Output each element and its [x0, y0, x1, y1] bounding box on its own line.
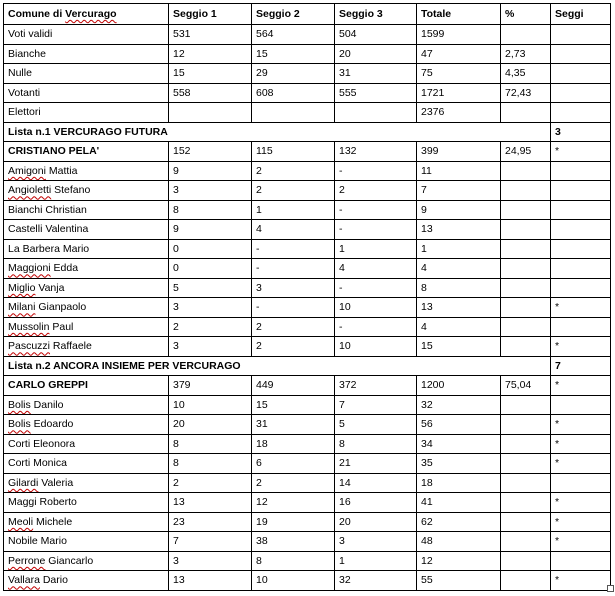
candidate-name-given: Valeria	[38, 476, 74, 489]
mayor-seggio1: 152	[169, 142, 252, 162]
header-percent: %	[501, 4, 551, 25]
candidate-name: Castelli Valentina	[4, 220, 169, 240]
candidate-totale: 8	[417, 278, 501, 298]
candidate-name: Corti Eleonora	[4, 434, 169, 454]
candidate-name	[4, 298, 169, 318]
summary-seggio3: 555	[335, 83, 417, 103]
candidate-totale: 48	[417, 532, 501, 552]
results-table	[3, 3, 611, 591]
candidate-seggio3: 8	[335, 434, 417, 454]
candidate-row	[4, 337, 611, 357]
candidate-seggio1: 8	[169, 200, 252, 220]
candidate-totale: 18	[417, 473, 501, 493]
summary-percent: 2,73	[501, 44, 551, 64]
candidate-seggio3: -	[335, 161, 417, 181]
candidate-seggio3: 4	[335, 259, 417, 279]
candidate-name-given: Danilo	[30, 398, 64, 411]
summary-label: Bianche	[4, 44, 169, 64]
candidate-name	[4, 278, 169, 298]
candidate-percent	[501, 532, 551, 552]
candidate-seggi	[551, 317, 611, 337]
candidate-seggio1: 5	[169, 278, 252, 298]
candidate-seggio2: 8	[252, 551, 335, 571]
candidate-row	[4, 434, 611, 454]
candidate-percent	[501, 551, 551, 571]
candidate-percent	[501, 200, 551, 220]
candidate-name-given: Edoardo	[30, 418, 74, 431]
candidate-seggio2: 10	[252, 571, 335, 591]
candidate-name	[4, 181, 169, 201]
candidate-totale: 7	[417, 181, 501, 201]
summary-row	[4, 44, 611, 64]
candidate-name: Maggi Roberto	[4, 493, 169, 513]
candidate-seggi	[551, 395, 611, 415]
candidate-totale: 4	[417, 317, 501, 337]
candidate-name-given: Giancarlo	[45, 554, 94, 567]
candidate-seggio2: 1	[252, 200, 335, 220]
candidate-name: Nobile Mario	[4, 532, 169, 552]
candidate-seggio1: 8	[169, 434, 252, 454]
summary-seggio3	[335, 103, 417, 123]
list-title-row	[4, 356, 611, 376]
candidate-percent	[501, 395, 551, 415]
summary-seggio1: 15	[169, 64, 252, 84]
candidate-percent	[501, 571, 551, 591]
candidate-seggio2: 15	[252, 395, 335, 415]
summary-totale: 75	[417, 64, 501, 84]
candidate-name-surname: Milani	[8, 301, 36, 314]
candidate-seggio3: -	[335, 317, 417, 337]
summary-seggio3: 504	[335, 25, 417, 45]
header-seggio2: Seggio 2	[252, 4, 335, 25]
candidate-seggio3: 1	[335, 239, 417, 259]
mayor-seggi: *	[551, 142, 611, 162]
candidate-name-surname: Maggioni	[8, 262, 51, 275]
candidate-percent	[501, 454, 551, 474]
list-title: Lista n.2 ANCORA INSIEME PER VERCURAGO	[4, 356, 551, 376]
candidate-row	[4, 278, 611, 298]
candidate-seggio2: 4	[252, 220, 335, 240]
candidate-seggio2: 2	[252, 161, 335, 181]
candidate-totale: 62	[417, 512, 501, 532]
candidate-seggio1: 20	[169, 415, 252, 435]
candidate-seggio2: 6	[252, 454, 335, 474]
summary-seggi	[551, 25, 611, 45]
candidate-name-surname: Bolis	[8, 398, 31, 411]
candidate-name	[4, 395, 169, 415]
candidate-name-given: Edda	[50, 262, 79, 275]
candidate-name-given: Mattia	[45, 164, 78, 177]
candidate-totale: 35	[417, 454, 501, 474]
candidate-seggio2: 3	[252, 278, 335, 298]
candidate-name: La Barbera Mario	[4, 239, 169, 259]
candidate-seggio2: 2	[252, 473, 335, 493]
candidate-seggio1: 9	[169, 220, 252, 240]
summary-label: Nulle	[4, 64, 169, 84]
summary-seggi	[551, 103, 611, 123]
candidate-seggio2: -	[252, 239, 335, 259]
candidate-name	[4, 512, 169, 532]
candidate-name	[4, 415, 169, 435]
candidate-row	[4, 571, 611, 591]
candidate-totale: 34	[417, 434, 501, 454]
candidate-row	[4, 239, 611, 259]
candidate-name	[4, 317, 169, 337]
candidate-seggio1: 9	[169, 161, 252, 181]
candidate-row	[4, 181, 611, 201]
candidate-name-surname: Amigoni	[8, 164, 46, 177]
mayor-percent: 24,95	[501, 142, 551, 162]
candidate-name-given: Gianpaolo	[35, 301, 87, 314]
candidate-seggio2: -	[252, 259, 335, 279]
summary-seggio2: 29	[252, 64, 335, 84]
candidate-name-surname: Perrone	[8, 554, 46, 567]
header-comune: Comune di Vercurago	[4, 4, 169, 25]
candidate-seggio1: 13	[169, 571, 252, 591]
mayor-name: CARLO GREPPI	[4, 376, 169, 396]
candidate-name-surname: Vallara	[8, 574, 40, 587]
candidate-name-surname: Meoli	[8, 515, 34, 528]
candidate-row	[4, 161, 611, 181]
summary-seggio2: 564	[252, 25, 335, 45]
summary-seggio3: 20	[335, 44, 417, 64]
candidate-seggi: *	[551, 337, 611, 357]
candidate-seggio1: 3	[169, 298, 252, 318]
candidate-seggio2: -	[252, 298, 335, 318]
candidate-row	[4, 395, 611, 415]
candidate-seggi: *	[551, 512, 611, 532]
summary-row	[4, 103, 611, 123]
candidate-name-given: Dario	[39, 574, 68, 587]
candidate-seggi	[551, 161, 611, 181]
candidate-name: Bianchi Christian	[4, 200, 169, 220]
candidate-seggio1: 10	[169, 395, 252, 415]
candidate-seggio1: 0	[169, 239, 252, 259]
summary-seggi	[551, 64, 611, 84]
summary-seggio1: 558	[169, 83, 252, 103]
candidate-name	[4, 571, 169, 591]
candidate-seggio2: 2	[252, 181, 335, 201]
candidate-seggio3: 14	[335, 473, 417, 493]
candidate-totale: 15	[417, 337, 501, 357]
summary-label: Elettori	[4, 103, 169, 123]
list-seats: 3	[551, 122, 611, 142]
summary-seggi	[551, 83, 611, 103]
candidate-seggi: *	[551, 415, 611, 435]
candidate-seggi	[551, 278, 611, 298]
candidate-seggio3: 1	[335, 551, 417, 571]
mayor-seggio2: 115	[252, 142, 335, 162]
candidate-percent	[501, 415, 551, 435]
candidate-seggio3: 32	[335, 571, 417, 591]
candidate-name	[4, 259, 169, 279]
candidate-name-given: Stefano	[51, 184, 91, 197]
candidate-seggi	[551, 220, 611, 240]
candidate-seggio1: 2	[169, 317, 252, 337]
header-comune-text: Vercurago	[65, 8, 117, 20]
candidate-seggio3: 5	[335, 415, 417, 435]
summary-seggio2	[252, 103, 335, 123]
candidate-seggio3: 7	[335, 395, 417, 415]
mayor-percent: 75,04	[501, 376, 551, 396]
list-seats: 7	[551, 356, 611, 376]
candidate-row	[4, 473, 611, 493]
candidate-name-surname: Angioletti	[8, 184, 52, 197]
candidate-seggio3: 20	[335, 512, 417, 532]
mayor-candidate-row	[4, 142, 611, 162]
candidate-seggi: *	[551, 532, 611, 552]
mayor-name: CRISTIANO PELA'	[4, 142, 169, 162]
candidate-seggio1: 8	[169, 454, 252, 474]
candidate-totale: 11	[417, 161, 501, 181]
candidate-name-surname: Gilardi	[8, 476, 39, 489]
candidate-seggi	[551, 259, 611, 279]
candidate-name-given: Michele	[33, 515, 73, 528]
candidate-seggio2: 19	[252, 512, 335, 532]
candidate-percent	[501, 434, 551, 454]
candidate-seggio1: 23	[169, 512, 252, 532]
header-seggio1: Seggio 1	[169, 4, 252, 25]
mayor-totale: 1200	[417, 376, 501, 396]
candidate-totale: 41	[417, 493, 501, 513]
results-sheet	[3, 3, 611, 591]
candidate-name-surname: Pascuzzi	[8, 340, 51, 353]
candidate-percent	[501, 473, 551, 493]
summary-seggio3: 31	[335, 64, 417, 84]
candidate-row	[4, 298, 611, 318]
candidate-row	[4, 317, 611, 337]
candidate-row	[4, 259, 611, 279]
candidate-totale: 4	[417, 259, 501, 279]
summary-row	[4, 25, 611, 45]
candidate-row	[4, 415, 611, 435]
candidate-name: Corti Monica	[4, 454, 169, 474]
mayor-seggi: *	[551, 376, 611, 396]
candidate-row	[4, 512, 611, 532]
candidate-seggio2: 2	[252, 317, 335, 337]
summary-row	[4, 64, 611, 84]
candidate-totale: 13	[417, 220, 501, 240]
candidate-name-surname: Mussolin	[8, 320, 50, 333]
list-title-row	[4, 122, 611, 142]
candidate-seggi: *	[551, 571, 611, 591]
candidate-seggio1: 3	[169, 181, 252, 201]
candidate-totale: 9	[417, 200, 501, 220]
candidate-row	[4, 551, 611, 571]
candidate-totale: 12	[417, 551, 501, 571]
candidate-seggio3: 16	[335, 493, 417, 513]
candidate-seggi	[551, 551, 611, 571]
candidate-seggio1: 7	[169, 532, 252, 552]
candidate-seggi: *	[551, 454, 611, 474]
candidate-name-surname: Bolis	[8, 418, 31, 431]
mayor-seggio3: 132	[335, 142, 417, 162]
candidate-seggio2: 38	[252, 532, 335, 552]
list-title: Lista n.1 VERCURAGO FUTURA	[4, 122, 551, 142]
header-seggio3: Seggio 3	[335, 4, 417, 25]
summary-seggio2: 608	[252, 83, 335, 103]
candidate-seggio2: 18	[252, 434, 335, 454]
summary-percent: 4,35	[501, 64, 551, 84]
candidate-percent	[501, 317, 551, 337]
candidate-seggi: *	[551, 434, 611, 454]
candidate-row	[4, 493, 611, 513]
summary-seggio2: 15	[252, 44, 335, 64]
candidate-totale: 13	[417, 298, 501, 318]
candidate-totale: 1	[417, 239, 501, 259]
candidate-seggio1: 3	[169, 551, 252, 571]
candidate-seggio1: 0	[169, 259, 252, 279]
candidate-seggio2: 31	[252, 415, 335, 435]
candidate-name-given: Paul	[49, 320, 74, 333]
summary-seggio1: 12	[169, 44, 252, 64]
candidate-seggio3: 10	[335, 337, 417, 357]
candidate-percent	[501, 220, 551, 240]
summary-label: Voti validi	[4, 25, 169, 45]
candidate-percent	[501, 259, 551, 279]
summary-row	[4, 83, 611, 103]
mayor-seggio2: 449	[252, 376, 335, 396]
summary-seggi	[551, 44, 611, 64]
candidate-row	[4, 532, 611, 552]
summary-totale: 1599	[417, 25, 501, 45]
candidate-name	[4, 161, 169, 181]
candidate-row	[4, 200, 611, 220]
candidate-row	[4, 220, 611, 240]
candidate-name	[4, 551, 169, 571]
candidate-name	[4, 473, 169, 493]
candidate-percent	[501, 337, 551, 357]
candidate-percent	[501, 161, 551, 181]
header-seggi: Seggi	[551, 4, 611, 25]
candidate-totale: 32	[417, 395, 501, 415]
mayor-candidate-row	[4, 376, 611, 396]
candidate-percent	[501, 512, 551, 532]
candidate-seggi	[551, 239, 611, 259]
header-row	[4, 4, 611, 25]
candidate-seggio1: 2	[169, 473, 252, 493]
mayor-seggio3: 372	[335, 376, 417, 396]
summary-seggio1: 531	[169, 25, 252, 45]
mayor-seggio1: 379	[169, 376, 252, 396]
summary-percent	[501, 103, 551, 123]
summary-label: Votanti	[4, 83, 169, 103]
candidate-percent	[501, 493, 551, 513]
candidate-seggio2: 12	[252, 493, 335, 513]
candidate-seggi	[551, 473, 611, 493]
candidate-seggio3: -	[335, 278, 417, 298]
summary-totale: 2376	[417, 103, 501, 123]
candidate-percent	[501, 239, 551, 259]
candidate-percent	[501, 278, 551, 298]
candidate-seggi: *	[551, 298, 611, 318]
candidate-seggio3: -	[335, 220, 417, 240]
resize-handle[interactable]	[607, 585, 614, 592]
candidate-seggio1: 13	[169, 493, 252, 513]
mayor-totale: 399	[417, 142, 501, 162]
summary-percent	[501, 25, 551, 45]
header-totale: Totale	[417, 4, 501, 25]
candidate-seggi: *	[551, 493, 611, 513]
candidate-seggi	[551, 200, 611, 220]
candidate-totale: 56	[417, 415, 501, 435]
candidate-percent	[501, 298, 551, 318]
candidate-name-given: Raffaele	[50, 340, 92, 353]
candidate-name	[4, 337, 169, 357]
candidate-name-given: Vanja	[35, 281, 65, 294]
candidate-seggio1: 3	[169, 337, 252, 357]
candidate-seggio2: 2	[252, 337, 335, 357]
candidate-percent	[501, 181, 551, 201]
candidate-seggio3: 3	[335, 532, 417, 552]
candidate-seggio3: 21	[335, 454, 417, 474]
summary-totale: 1721	[417, 83, 501, 103]
candidate-seggio3: -	[335, 200, 417, 220]
summary-percent: 72,43	[501, 83, 551, 103]
candidate-seggio3: 10	[335, 298, 417, 318]
candidate-row	[4, 454, 611, 474]
summary-totale: 47	[417, 44, 501, 64]
candidate-seggio3: 2	[335, 181, 417, 201]
summary-seggio1	[169, 103, 252, 123]
candidate-name-surname: Miglio	[8, 281, 36, 294]
candidate-seggi	[551, 181, 611, 201]
candidate-totale: 55	[417, 571, 501, 591]
